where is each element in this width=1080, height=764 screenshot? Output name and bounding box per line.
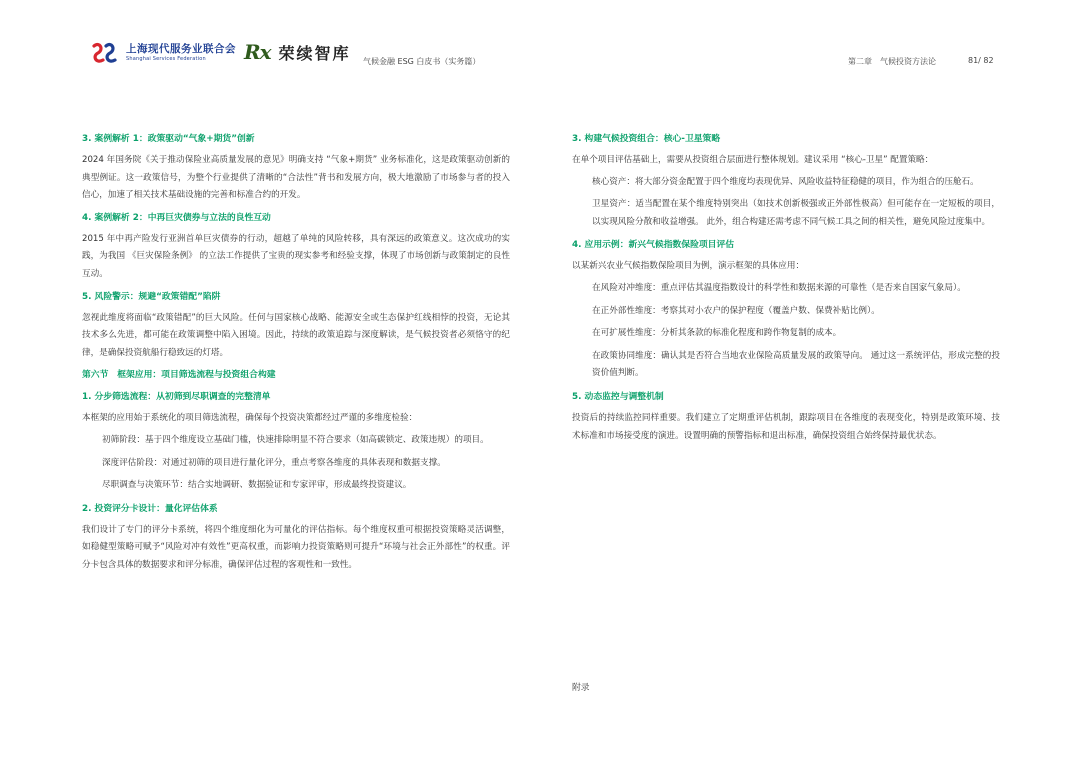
paragraph-screening-intro: 本框架的应用始于系统化的项目筛选流程，确保每个投资决策都经过严谨的多维度检验： [82, 413, 418, 424]
paragraph-application-example: 以某新兴农业气候指数保险项目为例，演示框架的具体应用： [572, 261, 805, 272]
paragraph-scorecard: 我们设计了专门的评分卡系统，将四个维度细化为可量化的评估指标。每个维度权重可根据投资策略灵活调整，如稳健型策略可赋予“风险对冲有效性”更高权重，而影响力投资策略则可提升“环境与社会正外部性”的权重。评分卡包含具体的数据要求和评分标准，确保评估过程的客观性和一致性。 [82, 524, 510, 570]
document-title: 气候金融 ESG 白皮书（实务篇） [363, 57, 481, 66]
right-column [572, 130, 1000, 449]
heading-scorecard: 2. 投资评分卡设计：量化评估体系 [82, 503, 218, 514]
paragraph-risk-warning: 忽视此维度将面临“政策错配”的巨大风险。任何与国家核心战略、能源安全或生态保护红线相悖的投资，无论其技术多么先进，都可能在政策调整中陷入困境。因此，持续的政策追踪与深度解读，是气候投资者必须恪守的纪律，是确保投资航船行稳致远的灯塔。 [82, 312, 510, 358]
rx-logo [244, 40, 351, 64]
left-column [82, 130, 510, 579]
list-item-scalability: 在可扩展性维度：分析其条款的标准化程度和跨作物复制的成本。 [592, 328, 842, 339]
heading-screening-process: 1. 分步筛选流程：从初筛到尽职调查的完整清单 [82, 392, 271, 403]
heading-application-example: 4. 应用示例：新兴气候指数保险项目评估 [572, 240, 735, 251]
heading-monitoring: 5. 动态监控与调整机制 [572, 391, 664, 402]
org-name-cn: 上海现代服务业联合会 [126, 43, 236, 56]
list-item-core-assets: 核心资产：将大部分资金配置于四个维度均表现优异、风险收益特征稳健的项目，作为组合的压舱石。 [592, 176, 979, 187]
list-item-deep-evaluation: 深度评估阶段：对通过初筛的项目进行量化评分，重点考察各维度的具体表现和数据支撑。 [102, 457, 446, 468]
appendix-label: 附录 [572, 683, 590, 693]
heading-risk-warning: 5. 风险警示：规避“政策错配”陷阱 [82, 291, 221, 302]
paragraph-portfolio: 在单个项目评估基础上，需要从投资组合层面进行整体规划。建议采用 “核心-卫星” 配置策略： [572, 155, 934, 165]
list-item-externality: 在正外部性维度：考察其对小农户的保护程度（覆盖户数、保费补贴比例）。 [592, 305, 880, 316]
list-item-risk-hedge: 在风险对冲维度：重点评估其温度指数设计的科学性和数据来源的可靠性（是否来自国家气象局）。 [592, 282, 966, 293]
chapter-title: 第二章 气候投资方法论 [848, 57, 936, 66]
list-item-policy-synergy: 在政策协同维度：确认其是否符合当地农业保险高质量发展的政策导向。 通过这一系统评估，形成完整的投资价值判断。 [592, 350, 1000, 379]
list-item-due-diligence: 尽职调查与决策环节：结合实地调研、数据验证和专家评审，形成最终投资建议。 [102, 480, 412, 491]
paragraph-case-1: 2024 年国务院《关于推动保险业高质量发展的意见》明确支持 “气象+期货” 业务标准化，这是政策驱动创新的典型例证。这一政策信号，为整个行业提供了清晰的“合法性”背书和发展方向，极大地激励了市场参与者的投入信心，加速了相关技术基础设施的完善和标准合约的开发。 [82, 155, 510, 201]
list-item-initial-screening: 初筛阶段：基于四个维度设立基础门槛，快速排除明显不符合要求（如高碳锁定、政策违规）的项目。 [102, 434, 489, 445]
page-number: 81/ 82 [968, 56, 994, 65]
list-item-satellite-assets: 卫星资产：适当配置在某个维度特别突出（如技术创新极强或正外部性极高）但可能存在一定短板的项目，以实现风险分散和收益增强。 此外，组合构建还需考虑不同气候工具之间的相关性，避免风险过度集中。 [592, 199, 1000, 227]
page-header [0, 0, 1080, 80]
sf-logo [90, 42, 236, 64]
heading-case-1: 3. 案例解析 1：政策驱动“气象+期货”创新 [82, 134, 255, 144]
section-6-title: 第六节 框架应用：项目筛选流程与投资组合构建 [82, 370, 276, 381]
rx-logo-icon: Rx [244, 40, 271, 64]
heading-portfolio: 3. 构建气候投资组合：核心-卫星策略 [572, 134, 721, 144]
org-name-en: Shanghai Services Federation [126, 55, 206, 62]
rx-brand-name: 荣续智库 [278, 43, 351, 63]
heading-case-2: 4. 案例解析 2：中再巨灾债券与立法的良性互动 [82, 212, 271, 223]
paragraph-monitoring: 投资后的持续监控同样重要。我们建立了定期重评估机制，跟踪项目在各维度的表现变化，特别是政策环境、技术标准和市场接受度的演进。设置明确的预警指标和退出标准，确保投资组合始终保持最优状态。 [572, 412, 1000, 441]
sf-logo-icon [90, 42, 120, 64]
paragraph-case-2: 2015 年中再产险发行亚洲首单巨灾债券的行动，超越了单纯的风险转移，具有深远的政策意义。这次成功的实践，为我国 《巨灾保险条例》 的立法工作提供了宝贵的现实参考和经验支撑，体现了市场创新与政策制定的良性互动。 [82, 233, 510, 279]
